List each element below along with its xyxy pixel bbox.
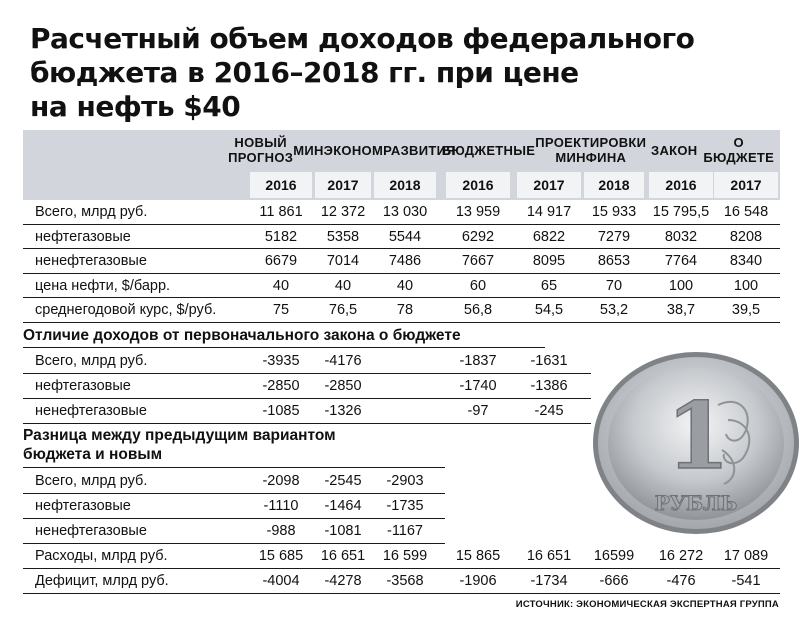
row-value: 8032 <box>664 228 698 245</box>
table-row <box>23 469 445 494</box>
year-header: 2017 <box>714 172 778 198</box>
row-value: -1740 <box>459 378 497 394</box>
row-label: ненефтегазовые <box>35 523 147 539</box>
row-value: 40 <box>396 277 414 294</box>
row-value: 54,5 <box>534 302 564 318</box>
title-line: Расчетный объем доходов федерального <box>30 22 695 55</box>
year-header: 2018 <box>374 172 436 198</box>
coin-numeral: 1 <box>666 382 731 490</box>
row-value: 38,7 <box>666 302 696 318</box>
group-header-line: БЮДЖЕТНЫЕ <box>441 142 536 158</box>
row-label: Всего, млрд руб. <box>35 204 148 220</box>
row-value: 8208 <box>729 228 763 245</box>
year-header: 2016 <box>649 172 713 198</box>
row-label: нефтегазовые <box>35 498 131 514</box>
row-value: -4004 <box>262 573 300 589</box>
row-value: 75 <box>272 302 290 318</box>
row-value: -1837 <box>459 353 497 369</box>
row-label: ненефтегазовые <box>35 403 147 419</box>
table-row <box>23 274 780 299</box>
row-value: 16599 <box>593 548 635 564</box>
row-value: -3568 <box>386 573 424 589</box>
row-value: 56,8 <box>463 302 493 318</box>
row-value: 100 <box>668 277 694 294</box>
group-header-line: МИНЭКОНОМРАЗВИТИЯ <box>293 142 456 158</box>
row-label: нефтегазовые <box>35 228 131 245</box>
row-value: 76,5 <box>328 302 358 318</box>
table-row <box>23 298 780 323</box>
row-value: -541 <box>731 573 761 589</box>
row-value: 6822 <box>532 228 566 245</box>
row-value: 8340 <box>729 253 763 269</box>
row-value: 40 <box>272 277 290 294</box>
table-row <box>23 249 780 274</box>
row-value: -476 <box>666 573 696 589</box>
row-label: среднегодовой курс, $/руб. <box>35 302 217 318</box>
divider <box>23 467 445 468</box>
row-value: 14 917 <box>526 204 572 220</box>
year-header: 2016 <box>250 172 312 198</box>
row-value: 7764 <box>664 253 698 269</box>
row-value: -245 <box>534 403 564 419</box>
row-value: -1110 <box>263 498 299 514</box>
row-value: -2098 <box>262 473 300 489</box>
row-value: -1735 <box>386 498 424 514</box>
row-value: -2850 <box>262 378 300 394</box>
column-group-header <box>228 130 456 170</box>
row-value: 7667 <box>461 253 495 269</box>
row-value: 16 548 <box>723 204 769 220</box>
row-value: 17 089 <box>723 548 769 564</box>
row-value: -1464 <box>324 498 362 514</box>
table-row <box>23 569 780 594</box>
divider <box>23 347 545 348</box>
group-header-line: ЗАКОН <box>651 142 698 158</box>
row-label: Всего, млрд руб. <box>35 473 148 489</box>
row-value: 16 651 <box>526 548 572 564</box>
row-value: -4176 <box>324 353 362 369</box>
row-value <box>374 349 436 373</box>
row-label: цена нефти, $/барр. <box>35 277 171 294</box>
row-value: 16 651 <box>320 548 366 564</box>
row-value: 12 372 <box>320 204 366 220</box>
row-value: 5358 <box>326 228 360 245</box>
row-value: 15 795,5 <box>652 204 710 220</box>
title-line: бюджета в 2016–2018 гг. при цене <box>30 56 579 89</box>
column-group-header <box>443 130 645 170</box>
row-label: Дефицит, млрд руб. <box>35 573 169 589</box>
row-value: 53,2 <box>599 302 629 318</box>
page-title <box>30 22 730 124</box>
section-title: бюджета и новым <box>23 446 163 463</box>
year-header: 2017 <box>315 172 371 198</box>
row-value: 7014 <box>326 253 360 269</box>
row-label: Всего, млрд руб. <box>35 353 148 369</box>
row-value: 13 959 <box>455 204 501 220</box>
row-value: 8653 <box>597 253 631 269</box>
row-value: 70 <box>605 277 623 294</box>
group-header-line: НОВЫЙ ПРОГНОЗ <box>228 135 294 165</box>
year-header: 2018 <box>584 172 644 198</box>
row-value: -1906 <box>459 573 497 589</box>
row-value: -1081 <box>324 523 362 539</box>
row-value: -2850 <box>324 378 362 394</box>
row-value: 5182 <box>264 228 298 245</box>
row-value: 40 <box>334 277 352 294</box>
row-value: 15 685 <box>258 548 304 564</box>
table-row <box>23 519 445 544</box>
row-label: Расходы, млрд руб. <box>35 548 168 564</box>
row-value <box>374 374 436 398</box>
row-value: -988 <box>266 523 296 539</box>
row-value: -1085 <box>262 403 300 419</box>
row-value <box>374 399 436 423</box>
row-value: -2545 <box>324 473 362 489</box>
row-value: 60 <box>469 277 487 294</box>
row-value: -666 <box>599 573 629 589</box>
row-value: 78 <box>396 302 414 318</box>
row-value: -97 <box>467 403 489 419</box>
table-row <box>23 225 780 250</box>
table-row <box>23 349 591 374</box>
source-note: ИСТОЧНИК: ЭКОНОМИЧЕСКАЯ ЭКСПЕРТНАЯ ГРУППА <box>515 599 779 610</box>
row-value: 13 030 <box>382 204 428 220</box>
row-value: 15 865 <box>455 548 501 564</box>
table-row <box>23 399 591 424</box>
row-value: 6679 <box>264 253 298 269</box>
row-value: 7486 <box>388 253 422 269</box>
group-header-line: ПРОЕКТИРОВКИ МИНФИНА <box>535 135 647 165</box>
row-value: -1631 <box>530 353 568 369</box>
section-title: Разница между предыдущим вариантом <box>23 427 336 444</box>
row-value: 8095 <box>532 253 566 269</box>
row-value: 16 599 <box>382 548 428 564</box>
row-value: 65 <box>540 277 558 294</box>
row-value: 39,5 <box>731 302 761 318</box>
row-value: -4278 <box>324 573 362 589</box>
table-row <box>23 374 591 399</box>
row-value: 15 933 <box>591 204 637 220</box>
row-value: 7279 <box>597 228 631 245</box>
row-value: 16 272 <box>658 548 704 564</box>
table-row <box>23 200 780 225</box>
row-value: -3935 <box>262 353 300 369</box>
row-label: ненефтегазовые <box>35 253 147 269</box>
group-header-line: О БЮДЖЕТЕ <box>703 135 775 165</box>
year-header: 2016 <box>446 172 510 198</box>
row-value: 100 <box>733 277 759 294</box>
row-value: 5544 <box>388 228 422 245</box>
year-header: 2017 <box>517 172 581 198</box>
title-line: на нефть $40 <box>30 90 241 123</box>
row-value: 6292 <box>461 228 495 245</box>
row-value: -2903 <box>386 473 424 489</box>
row-value: -1167 <box>386 523 423 539</box>
row-value: -1734 <box>530 573 568 589</box>
section-title: Отличие доходов от первоначального закона о бюджете <box>23 327 461 344</box>
row-label: нефтегазовые <box>35 378 131 394</box>
table-row <box>23 544 780 569</box>
column-group-header <box>651 130 780 170</box>
row-value: -1386 <box>530 378 568 394</box>
table-row <box>23 494 445 519</box>
row-value: -1326 <box>324 403 362 419</box>
coin-label: РУБЛЬ <box>654 491 738 515</box>
ruble-coin-image <box>588 350 800 535</box>
row-value: 11 861 <box>259 204 303 220</box>
